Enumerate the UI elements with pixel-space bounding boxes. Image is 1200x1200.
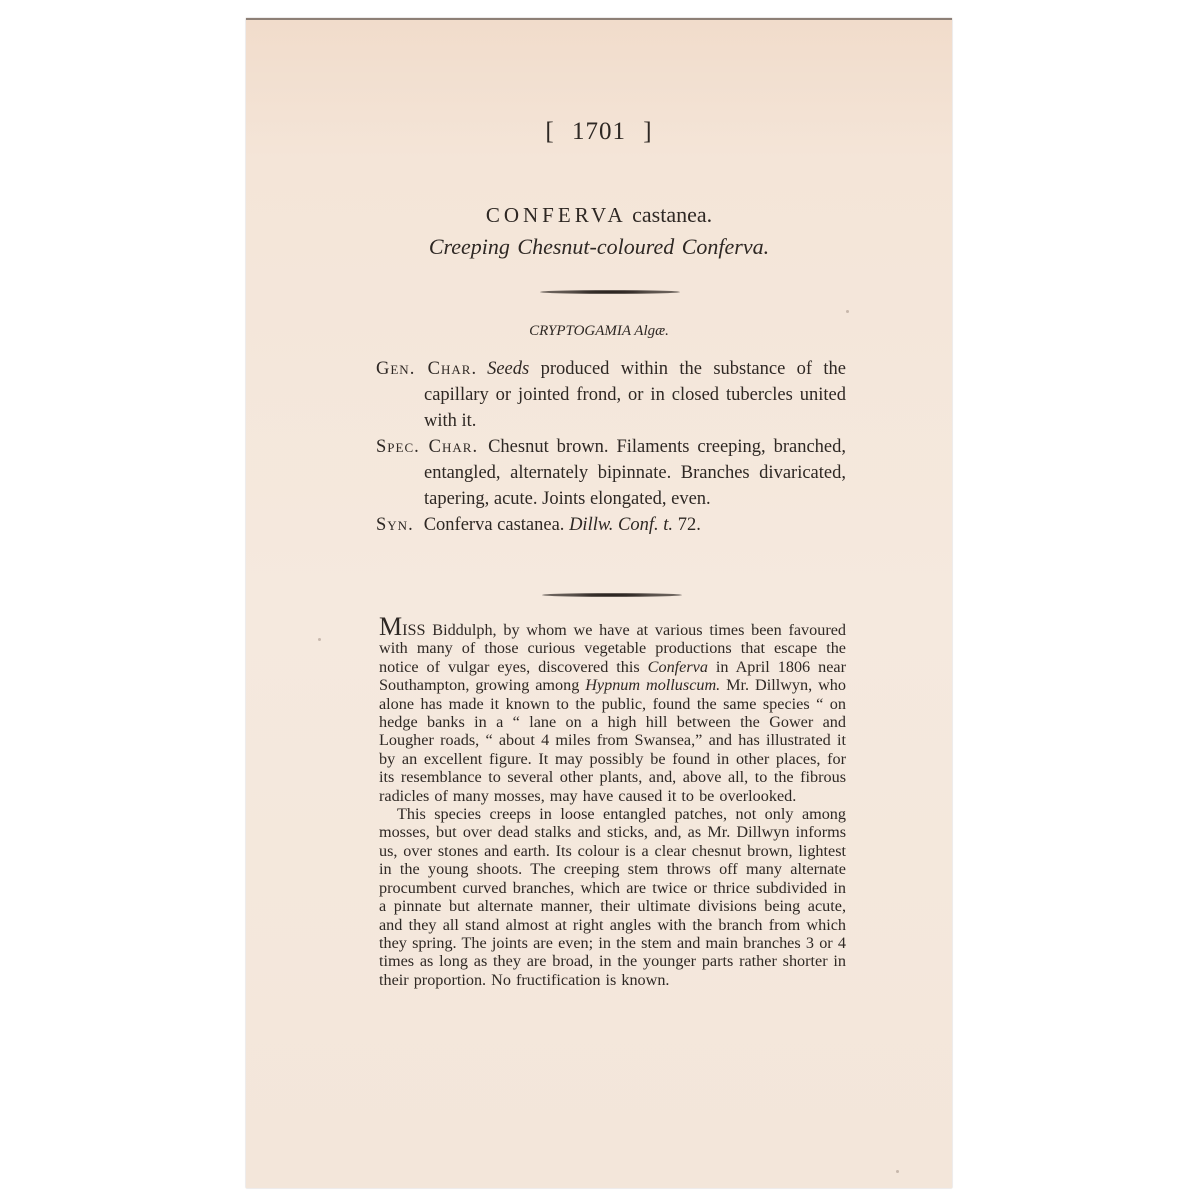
book-page [246,18,952,1188]
char-label: Gen. Char. [376,359,478,379]
paper-speck [896,1170,899,1173]
paper-speck [846,310,849,313]
generic-character: Gen. Char. Seeds produced within the substance of the capillary or jointed frond, or in closed tubercles united with it. [376,359,846,431]
paragraph: This species creeps in loose entangled patches, not only among mosses, but over dead stalks and sticks, and, as Mr. Dillwyn informs us, over stones and earth. Its colour is a clear chesnut brown, lightest in the young shoots. The creeping stem throws off many alternate procumbent curved branches, which are twice or thrice subdivided in a pinnate but alternate manner, their ultimate divisions being acute, and they all stand almost at right angles with the branch from which they spring. The joints are even; in the stem and main branches 3 or 4 times as long as they are broad, in the younger parts rather shorter in their proportion. No fructification is known. [379,805,846,989]
synonym: Syn. Conferva castanea. Dillw. Conf. t. 72. [376,515,701,535]
paper-speck [318,638,321,641]
description-body [379,612,846,989]
characters-section [376,356,846,538]
species-name: castanea. [632,202,713,227]
ornamental-divider [542,593,682,597]
page-number: [ 1701 ] [545,118,653,145]
specific-character: Spec. Char. Chesnut brown. Filaments creeping, branched, entangled, alternately bipinnate. Branches divaricated, tapering, acute. Joints elongated, even. [376,437,847,509]
char-label: Syn. [376,515,414,535]
species-title [246,202,952,228]
ornamental-divider [540,290,680,294]
paragraph: MISS Biddulph, by whom we have at various times been favoured with many of those curious vegetable productions that escape the notice of vulgar eyes, discovered this Conferva in April 1806 near Southampton, growing among Hypnum molluscum. Mr. Dillwyn, who alone has made it known to the public, found the same species “ on hedge banks in a “ lane on a high hill between the Gower and Lougher roads, “ about 4 miles from Swansea,” and has illustrated it by an excellent figure. It may possibly be found in other places, for its resemblance to several other plants, and, above all, to the fibrous radicles of many mosses, may have caused it to be overlooked. [379,612,846,805]
char-label: Spec. Char. [376,437,479,457]
genus-name: CONFERVA [485,203,627,227]
classification: CRYPTOGAMIA Algæ. [529,323,669,339]
common-name: Creeping Chesnut-coloured Conferva. [428,234,770,259]
drop-cap: M [379,612,403,641]
